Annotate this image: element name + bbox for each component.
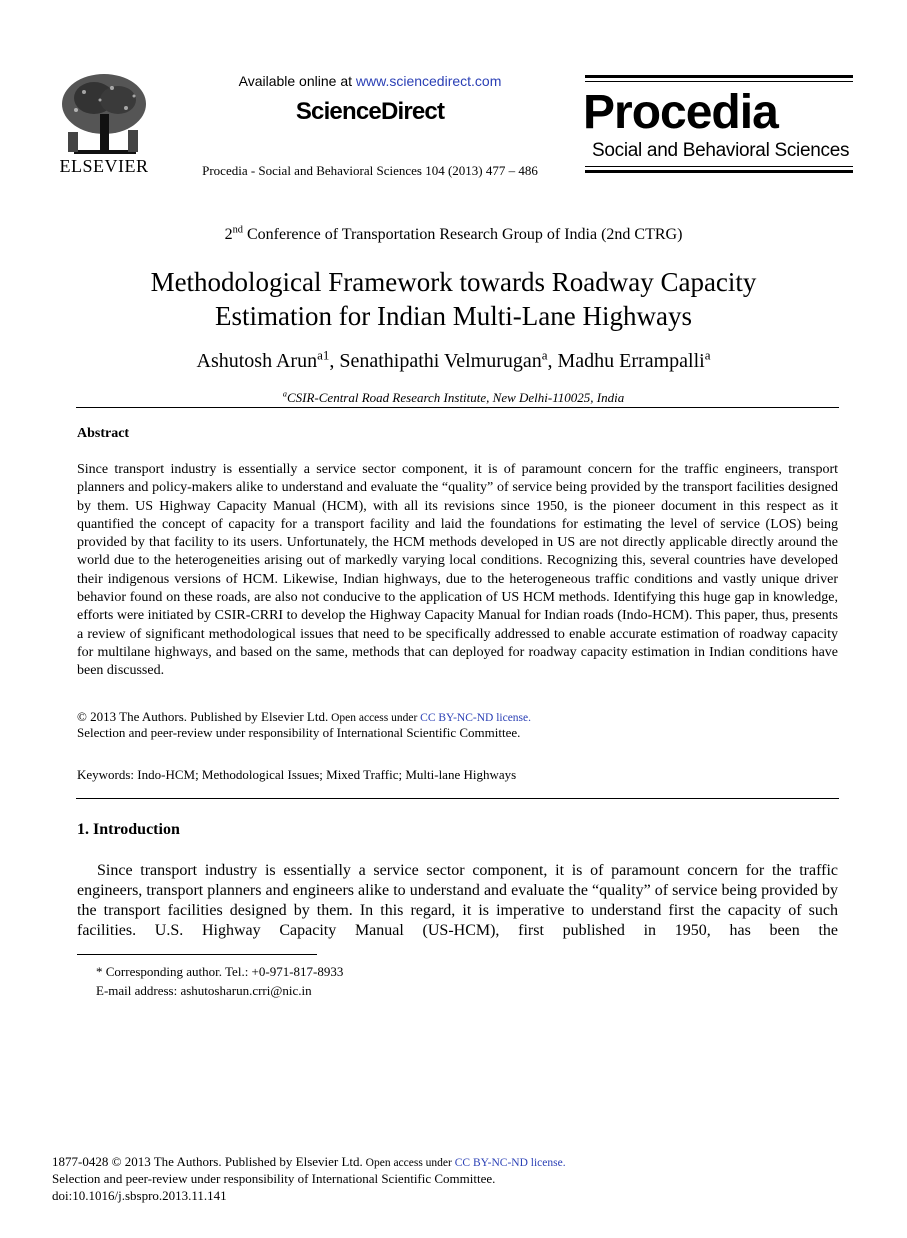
abstract-body: Since transport industry is essentially a service sector component, it is of paramount concern for the traffic engineers, transport planners and policy-makers alike to understand and evaluate the “quality” of service being provided by the transport facilities designed by them. US Highway Capacity Manual (HCM), with all its revisions since 1950, is the pioneer document in this respect as it quantified the concept of capacity for a transport facility and laid the foundations for estimating the level of service (LOS) being provided by that facility to its users. Unfortunately, the HCM methods developed in US are not directly applicable directly around the world due to the heterogeneities arising out of markedly varying local conditions. Recognizing this, several countries have developed their indigenous versions of HCM. Likewise, Indian highways, due to the heterogeneous traffic conditions and vastly unique driver behavior found on these roads, are also not conducive to the application of US HCM methods. Identifying this huge gap in knowledge, efforts were initiated by CSIR-CRRI to develop the Highway Capacity Manual for Indian roads (Indo-HCM). This paper, thus, presents a review of significant methodological issues that need to be specifically addressed to enable accurate estimation of roadway capacity for multilane highways, and based on the same, methods that can deployed for roadway capacity estimation in Indian conditions have been discussed. [77, 462, 838, 679]
elsevier-logo-text: ELSEVIER [59, 156, 149, 176]
divider-bottom [76, 798, 839, 799]
paper-title [0, 265, 907, 333]
abstract-peer-review: Selection and peer-review under responsibility of International Scientific Committee. [77, 725, 521, 740]
abstract-copyright: © 2013 The Authors. Published by Elsevier Ltd. Open access under CC BY-NC-ND license. [77, 709, 532, 724]
paper-title-line-1: Methodological Framework towards Roadway Capacity [150, 267, 757, 297]
conference-name: 2nd Conference of Transportation Research Group of India (2nd CTRG) [224, 224, 683, 243]
footnote-rule [77, 954, 317, 955]
procedia-bottom-rule-thin [585, 166, 853, 167]
procedia-bottom-rule-thick [585, 170, 853, 173]
procedia-top-rule-thin [585, 81, 853, 82]
author-2: Senathipathi Velmurugan [339, 350, 542, 372]
authors: Ashutosh Arun$^{a1}$, Senathipathi Velmurugan$^a$, Madhu Errampalli$^a$ [196, 347, 711, 372]
divider-top [76, 407, 839, 408]
procedia-top-rule-thick [585, 75, 853, 78]
keywords: Keywords: Indo-HCM; Methodological Issues; Mixed Traffic; Multi-lane Highways [77, 767, 517, 782]
journal-citation: Procedia - Social and Behavioral Sciences 104 (2013) 477 – 486 [202, 163, 538, 178]
footer-doi[interactable]: doi:10.1016/j.sbspro.2013.11.141 [52, 1188, 227, 1203]
introduction-heading: 1. Introduction [77, 821, 180, 838]
author-email: E-mail address: ashutosharun.crri@nic.in [96, 983, 312, 998]
footer-peer-review: Selection and peer-review under responsibility of International Scientific Committee. [52, 1171, 496, 1186]
sciencedirect-title: ScienceDirect [295, 98, 445, 125]
procedia-title: Procedia [583, 86, 778, 139]
elsevier-tree-icon [54, 70, 154, 160]
procedia-subtitle: Social and Behavioral Sciences [592, 140, 850, 161]
available-online: Available online at www.sciencedirect.com [238, 73, 502, 89]
author-1: Ashutosh Arun [196, 350, 318, 372]
footer-copyright: 1877-0428 © 2013 The Authors. Published by Elsevier Ltd. Open access under CC BY-NC-ND license. [52, 1154, 566, 1169]
license-link[interactable]: CC BY-NC-ND license. [420, 712, 532, 724]
footer-license-link[interactable]: CC BY-NC-ND license. [454, 1157, 566, 1169]
affiliation: $^a$CSIR-Central Road Research Institute, New Delhi-110025, India [282, 388, 625, 405]
author-3: Madhu Errampalli [557, 350, 705, 372]
elsevier-logo [54, 70, 154, 180]
corresponding-author: * Corresponding author. Tel.: +0-971-817-8933 [96, 964, 344, 979]
introduction-body: Since transport industry is essentially a service sector component, it is of paramount concern for the traffic engineers, transport planners and engineers alike to understand and evaluate the “quality” of service being provided by the transport facilities designed by them. In this regard, it is imperative to understand first the capacity of such facilities. U.S. Highway Capacity Manual (US-HCM), first published in 1950, has been the [77, 862, 838, 939]
paper-title-line-2: Estimation for Indian Multi-Lane Highways [215, 301, 692, 331]
sciencedirect-link[interactable]: www.sciencedirect.com [355, 73, 502, 89]
abstract-heading: Abstract [77, 426, 130, 441]
